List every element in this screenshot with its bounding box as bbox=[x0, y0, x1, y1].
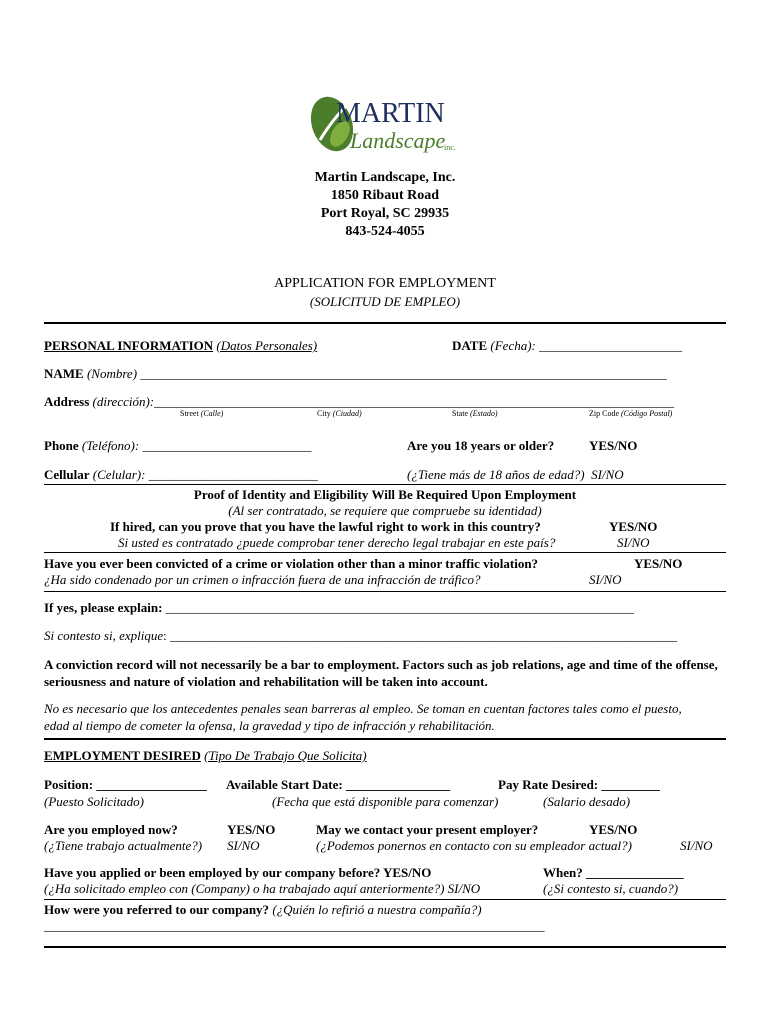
company-city: Port Royal, SC 29935 bbox=[320, 206, 450, 221]
referred-question-es: (¿Quién lo refirió a nuestra compañía?) bbox=[272, 902, 482, 917]
zip-hint: Zip Code (Código Postal) bbox=[589, 409, 673, 418]
divider-thin bbox=[44, 484, 726, 485]
referred-question bbox=[44, 902, 482, 918]
explain-label-es: Si contesto si, explique bbox=[44, 628, 164, 643]
lawful-sino[interactable]: SI/NO bbox=[617, 535, 650, 550]
company-logo bbox=[306, 90, 466, 158]
explain-line-es[interactable]: : ______________________________________________________________________________ bbox=[163, 628, 678, 643]
address-label-es: (dirección): bbox=[92, 394, 155, 409]
lawful-question-es: Si usted es contratado ¿puede comprobar tener derecho legal trabajar en este país? bbox=[118, 535, 556, 550]
employment-heading bbox=[44, 748, 367, 764]
when-field[interactable]: When? _______________ bbox=[543, 865, 684, 880]
applied-question[interactable]: Have you applied or been employed by our company before? YES/NO bbox=[44, 865, 432, 880]
street-hint: Street (Calle) bbox=[180, 409, 224, 418]
contact-yesno[interactable]: YES/NO bbox=[589, 822, 638, 837]
name-label-es: (Nombre) bbox=[86, 366, 138, 381]
explain-field[interactable] bbox=[44, 600, 634, 616]
start-date-field[interactable]: Available Start Date: ________________ bbox=[226, 777, 450, 792]
contact-question-es: (¿Podemos ponernos en contacto con su empleador actual?) bbox=[316, 838, 632, 853]
employed-question-es: (¿Tiene trabajo actualmente?) bbox=[44, 838, 203, 853]
company-street: 1850 Ribaut Road bbox=[330, 188, 440, 203]
phone-line[interactable]: __________________________ bbox=[142, 438, 312, 453]
logo-word-landscape: Landscape bbox=[350, 128, 446, 153]
cellular-label: Cellular bbox=[44, 467, 90, 482]
section-divider bbox=[44, 322, 726, 324]
age-yesno[interactable]: YES/NO bbox=[589, 438, 638, 453]
employment-heading-es: (Tipo De Trabajo Que Solicita) bbox=[204, 748, 367, 763]
name-field[interactable] bbox=[44, 366, 667, 382]
cellular-label-es: (Celular): bbox=[92, 467, 146, 482]
date-label: DATE bbox=[452, 338, 488, 353]
date-field[interactable] bbox=[452, 338, 682, 354]
logo-word-martin: MARTIN bbox=[336, 98, 445, 129]
pay-rate-label-es: (Salario desado) bbox=[543, 794, 631, 809]
crime-question: Have you ever been convicted of a crime or violation other than a minor traffic violation? bbox=[44, 556, 539, 571]
divider-thin-3 bbox=[44, 591, 726, 592]
address-field[interactable] bbox=[44, 394, 674, 410]
section-divider-2 bbox=[44, 738, 726, 740]
personal-heading-en: PERSONAL INFORMATION bbox=[44, 338, 214, 353]
divider-thin-2 bbox=[44, 552, 726, 553]
personal-heading-es: (Datos Personales) bbox=[216, 338, 318, 353]
explain-label: If yes, please explain: bbox=[44, 600, 163, 615]
contact-question: May we contact your present employer? bbox=[316, 822, 539, 837]
name-line[interactable]: _________________________________________________________________________________ bbox=[140, 366, 667, 381]
conviction-note-es: No es necesario que los antecedentes penales sean barreras al empleo. Se toman en cuentan factores tales como el puesto, edad al tiempo de cometer la ofensa, la gravedad y tipo de infracción y rehabilitación. bbox=[44, 701, 682, 733]
employment-heading-en: EMPLOYMENT DESIRED bbox=[44, 748, 201, 763]
crime-sino[interactable]: SI/NO bbox=[589, 572, 622, 587]
company-phone: 843-524-4055 bbox=[345, 224, 425, 239]
when-label-es: (¿Si contesto si, cuando?) bbox=[543, 881, 679, 896]
age-question: Are you 18 years or older? bbox=[407, 438, 555, 453]
employed-yesno[interactable]: YES/NO bbox=[227, 822, 276, 837]
form-title-es: (SOLICITUD DE EMPLEO) bbox=[309, 294, 461, 309]
position-label-es: (Puesto Solicitado) bbox=[44, 794, 145, 809]
phone-field[interactable] bbox=[44, 438, 311, 454]
state-hint: State (Estado) bbox=[452, 409, 498, 418]
phone-label-es: (Teléfono): bbox=[81, 438, 140, 453]
position-field[interactable]: Position: _________________ bbox=[44, 777, 207, 792]
divider-thin-4 bbox=[44, 899, 726, 900]
contact-sino[interactable]: SI/NO bbox=[680, 838, 713, 853]
explain-line[interactable]: ________________________________________________________________________ bbox=[165, 600, 634, 615]
referred-question-en: How were you referred to our company? bbox=[44, 902, 270, 917]
date-label-es: (Fecha): bbox=[490, 338, 536, 353]
proof-notice: Proof of Identity and Eligibility Will Be Required Upon Employment bbox=[193, 487, 577, 502]
address-label: Address bbox=[44, 394, 90, 409]
age-sino[interactable]: SI/NO bbox=[591, 467, 624, 482]
explain-field-es[interactable] bbox=[44, 628, 677, 644]
logo-suffix: inc. bbox=[444, 143, 456, 152]
lawful-question: If hired, can you prove that you have the lawful right to work in this country? bbox=[110, 519, 541, 534]
phone-label: Phone bbox=[44, 438, 79, 453]
lawful-yesno[interactable]: YES/NO bbox=[609, 519, 658, 534]
pay-rate-field[interactable]: Pay Rate Desired: _________ bbox=[498, 777, 660, 792]
cellular-field[interactable] bbox=[44, 467, 318, 483]
cellular-line[interactable]: __________________________ bbox=[148, 467, 318, 482]
referred-line[interactable]: _____________________________________________________________________________ bbox=[44, 918, 545, 933]
form-title: APPLICATION FOR EMPLOYMENT bbox=[274, 276, 496, 291]
personal-heading bbox=[44, 338, 317, 354]
crime-question-es: ¿Ha sido condenado por un crimen o infracción fuera de una infracción de tráfico? bbox=[44, 572, 481, 587]
employed-question: Are you employed now? bbox=[44, 822, 178, 837]
name-label: NAME bbox=[44, 366, 84, 381]
crime-yesno[interactable]: YES/NO bbox=[634, 556, 683, 571]
company-name: Martin Landscape, Inc. bbox=[314, 170, 456, 185]
applied-question-es[interactable]: (¿Ha solicitado empleo con (Company) o ha trabajado aquí anteriormente?) SI/NO bbox=[44, 881, 481, 896]
employed-sino[interactable]: SI/NO bbox=[227, 838, 260, 853]
proof-notice-es: (Al ser contratado, se requiere que compruebe su identidad) bbox=[228, 503, 542, 518]
address-line[interactable]: ________________________________________________________________________________ bbox=[154, 394, 675, 409]
conviction-note: A conviction record will not necessarily be a bar to employment. Factors such as job relations, age and time of the offense, seriousness and nature of violation and rehabilitation will be taken into account. bbox=[44, 657, 718, 689]
city-hint: City (Ciudad) bbox=[317, 409, 362, 418]
section-divider-3 bbox=[44, 946, 726, 948]
age-question-es: (¿Tiene más de 18 años de edad?) SI/NO bbox=[407, 467, 624, 482]
date-line[interactable]: ______________________ bbox=[539, 338, 683, 353]
start-date-label-es: (Fecha que está disponible para comenzar) bbox=[272, 794, 499, 809]
